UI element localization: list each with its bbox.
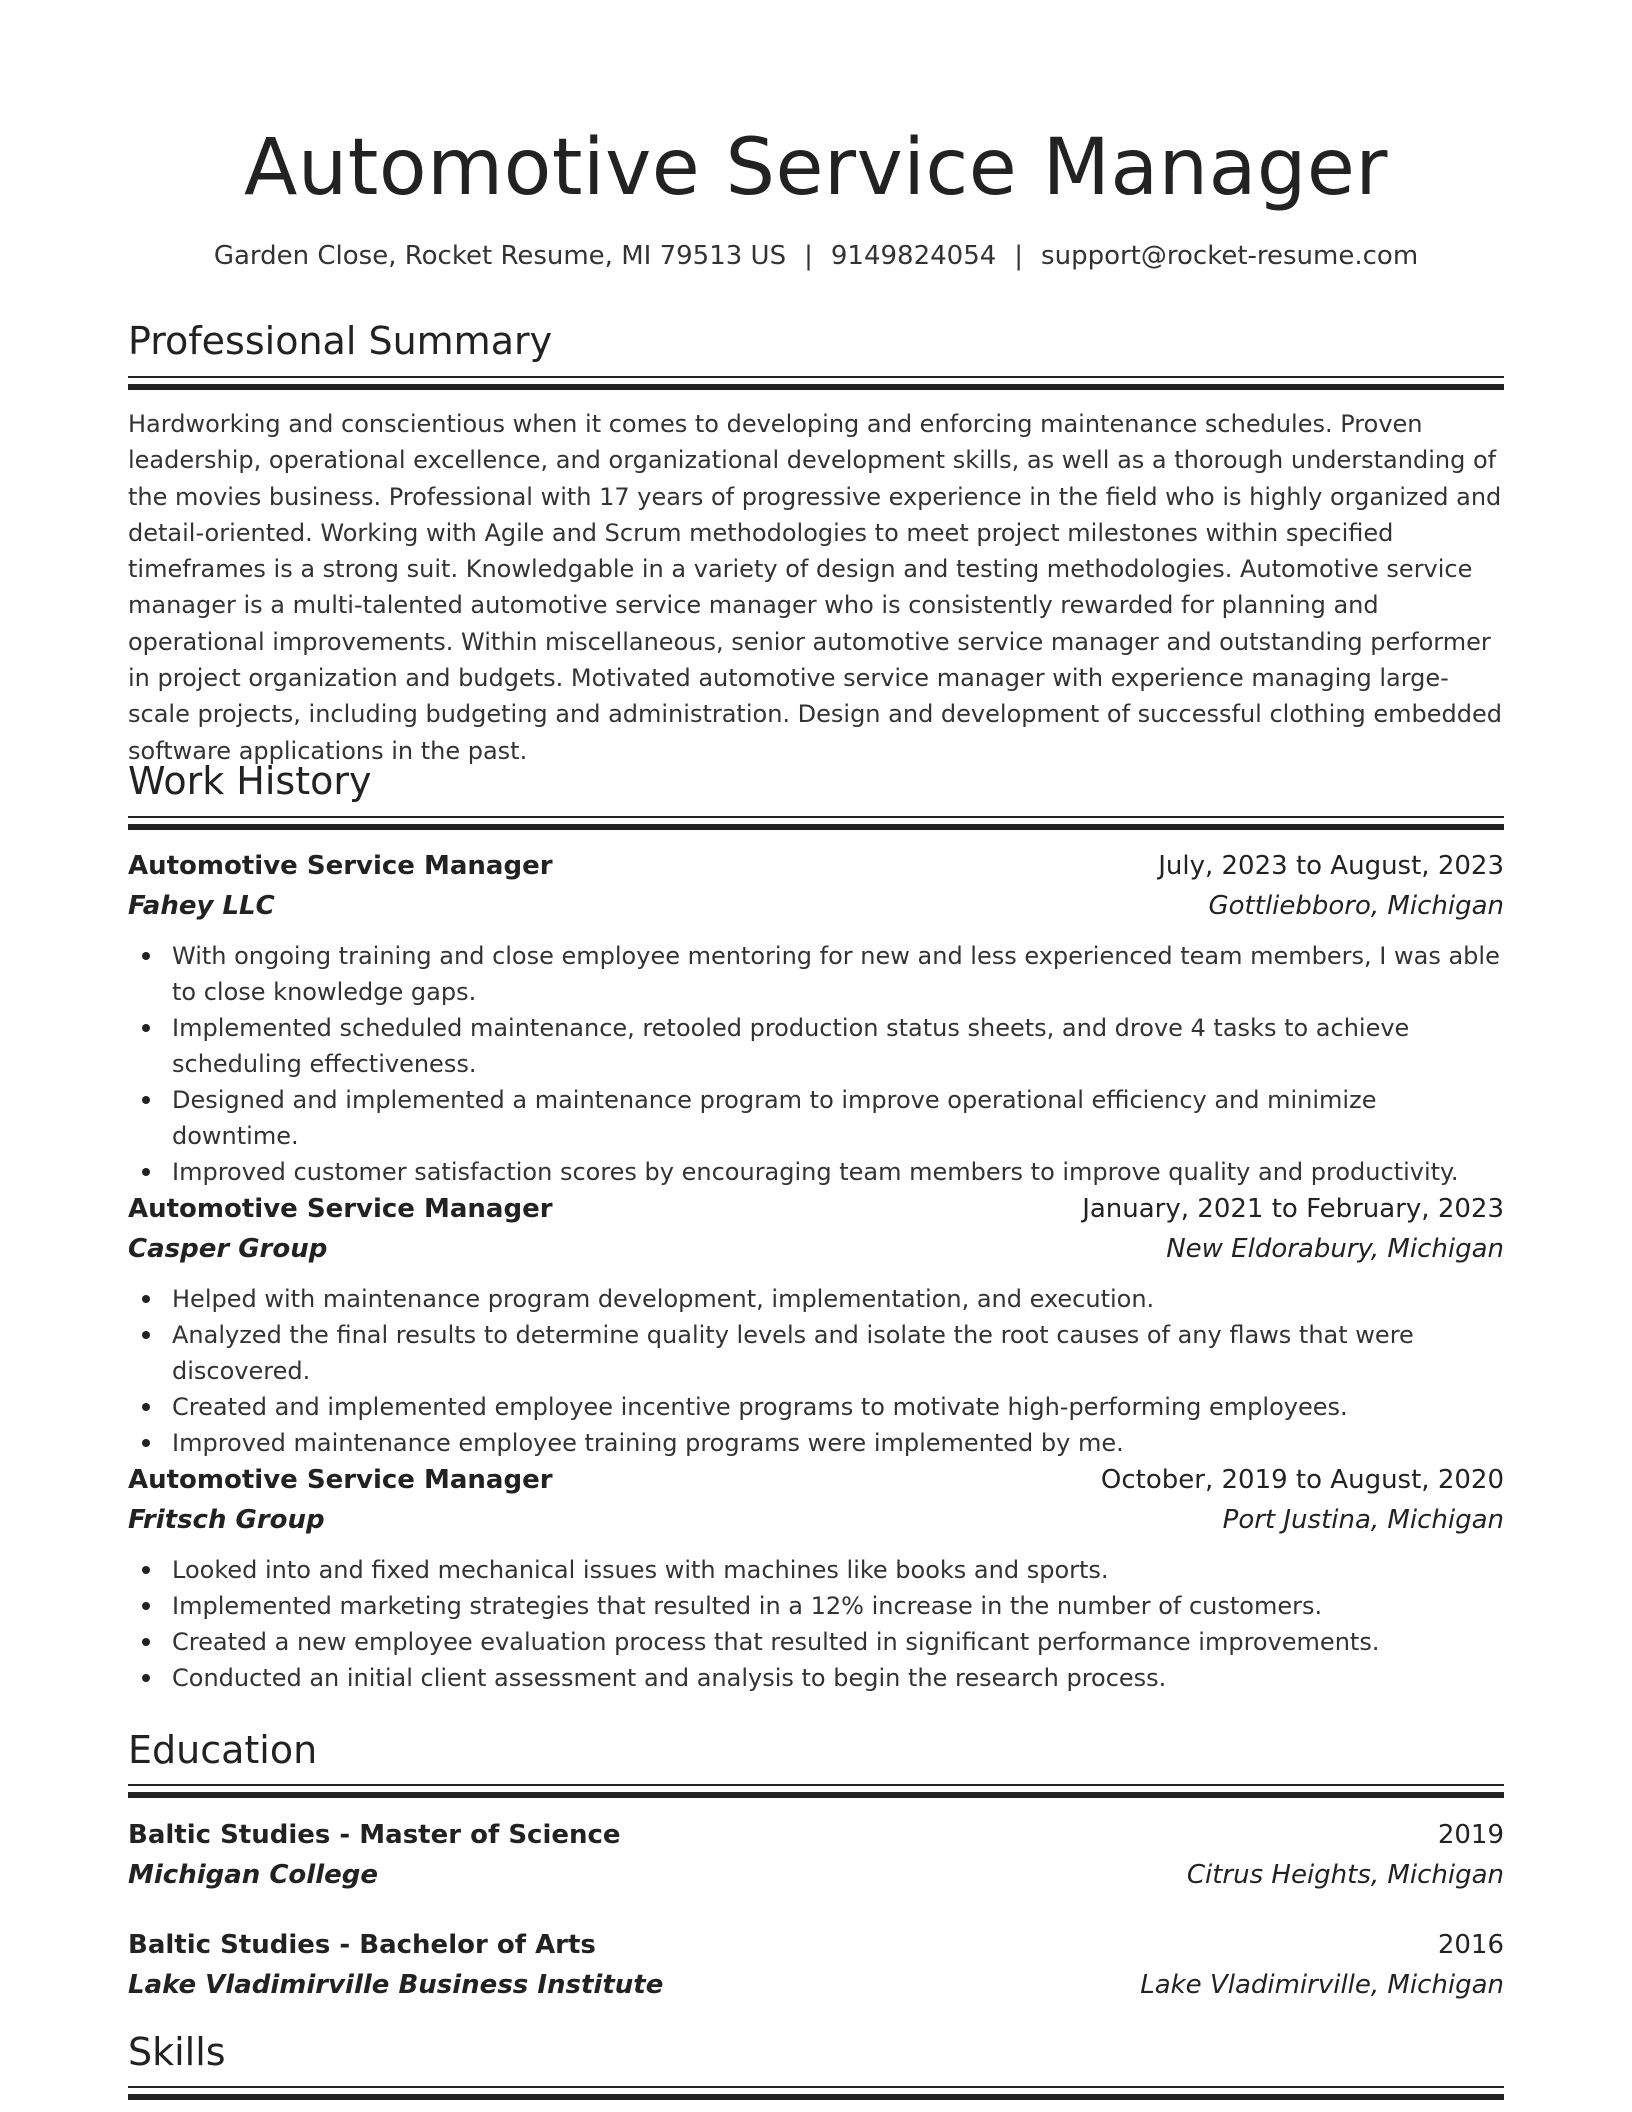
bullet-icon [142, 1024, 150, 1032]
bullet-text: Implemented marketing strategies that resulted in a 12% increase in the number of customers. [172, 1592, 1323, 1620]
education-school: Lake Vladimirville Business Institute [128, 1970, 664, 2000]
list-item [128, 1389, 1504, 1425]
education-entry [128, 1815, 1504, 1895]
education-school: Michigan College [128, 1860, 378, 1890]
education-entry [128, 1925, 1504, 2005]
education-degree: Baltic Studies - Master of Science [128, 1820, 621, 1850]
section-rule [128, 1784, 1504, 1798]
job-title: Automotive Service Manager [128, 851, 553, 881]
list-item [128, 1552, 1504, 1588]
job-bullets [128, 1552, 1504, 1696]
bullet-icon [142, 952, 150, 960]
job-entry [128, 846, 1504, 1190]
section-rule [128, 2086, 1504, 2100]
job-bullets [128, 938, 1504, 1190]
list-item [128, 1660, 1504, 1696]
education-degree: Baltic Studies - Bachelor of Arts [128, 1930, 596, 1960]
bullet-icon [142, 1403, 150, 1411]
contact-line [128, 238, 1504, 274]
list-item [128, 1281, 1504, 1317]
bullet-icon [142, 1168, 150, 1176]
bullet-text: Created and implemented employee incentive programs to motivate high-performing employees. [172, 1393, 1348, 1421]
contact-email[interactable]: support@rocket-resume.com [1041, 241, 1419, 271]
bullet-icon [142, 1096, 150, 1104]
job-title: Automotive Service Manager [128, 1465, 553, 1495]
bullet-text: Analyzed the final results to determine quality levels and isolate the root causes of any flaws that were discovered. [172, 1321, 1414, 1385]
bullet-text: Improved customer satisfaction scores by encouraging team members to improve quality and productivity. [172, 1158, 1459, 1186]
job-location: Port Justina, Michigan [1222, 1505, 1504, 1535]
candidate-name: Automotive Service Manager [244, 123, 1388, 213]
education-year: 2016 [1437, 1930, 1504, 1960]
list-item [128, 1010, 1504, 1082]
bullet-text: Helped with maintenance program development, implementation, and execution. [172, 1285, 1155, 1313]
bullet-text: Looked into and fixed mechanical issues with machines like books and sports. [172, 1556, 1109, 1584]
list-item [128, 1624, 1504, 1660]
education-location: Citrus Heights, Michigan [1186, 1860, 1504, 1890]
education-year: 2019 [1437, 1820, 1504, 1850]
contact-phone[interactable]: 9149824054 [830, 241, 997, 271]
section-rule [128, 376, 1504, 390]
job-dates: July, 2023 to August, 2023 [1158, 851, 1504, 881]
contact-address: Garden Close, Rocket Resume, MI 79513 US [213, 241, 787, 271]
job-dates: October, 2019 to August, 2020 [1100, 1465, 1504, 1495]
job-company: Fahey LLC [128, 891, 275, 921]
bullet-icon [142, 1566, 150, 1574]
list-item [128, 1588, 1504, 1624]
job-title: Automotive Service Manager [128, 1194, 553, 1224]
job-bullets [128, 1281, 1504, 1461]
bullet-text: Conducted an initial client assessment and analysis to begin the research process. [172, 1664, 1167, 1692]
bullet-icon [142, 1439, 150, 1447]
job-entry [128, 1189, 1504, 1461]
job-company: Fritsch Group [128, 1505, 325, 1535]
list-item [128, 1082, 1504, 1154]
section-title-summary: Professional Summary [128, 319, 553, 363]
education-location: Lake Vladimirville, Michigan [1140, 1970, 1504, 2000]
bullet-text: Improved maintenance employee training programs were implemented by me. [172, 1429, 1124, 1457]
bullet-icon [142, 1674, 150, 1682]
contact-separator: | [804, 241, 813, 271]
bullet-text: Implemented scheduled maintenance, retooled production status sheets, and drove 4 tasks to achieve scheduling effectiveness. [172, 1014, 1410, 1078]
bullet-text: Created a new employee evaluation process that resulted in significant performance improvements. [172, 1628, 1380, 1656]
bullet-text: Designed and implemented a maintenance program to improve operational efficiency and minimize downtime. [172, 1086, 1377, 1150]
list-item [128, 1317, 1504, 1389]
job-company: Casper Group [128, 1234, 328, 1264]
section-title-work: Work History [128, 759, 372, 803]
bullet-icon [142, 1331, 150, 1339]
bullet-icon [142, 1295, 150, 1303]
summary-text: Hardworking and conscientious when it comes to developing and enforcing maintenance schedules. Proven leadership, operational excellence, and organizational development skills, as well as a thorough understanding of the movies business. Professional with 17 years of progressive experience in the field who is highly organized and detail-oriented. Working with Agile and Scrum methodologies to meet project milestones within specified timeframes is a strong suit. Knowledgable in a variety of design and testing methodologies. Automotive service manager is a multi-talented automotive service manager who is consistently rewarded for planning and operational improvements. Within miscellaneous, senior automotive service manager and outstanding performer in project organization and budgets. Motivated automotive service manager with experience managing large-scale projects, including budgeting and administration. Design and development of successful clothing embedded software applications in the past. [128, 410, 1502, 765]
job-location: Gottliebboro, Michigan [1208, 891, 1504, 921]
bullet-icon [142, 1638, 150, 1646]
contact-separator: | [1014, 241, 1024, 271]
job-entry [128, 1460, 1504, 1696]
bullet-text: With ongoing training and close employee mentoring for new and less experienced team members, I was able to close knowledge gaps. [172, 942, 1500, 1006]
list-item [128, 1425, 1504, 1461]
job-location: New Eldorabury, Michigan [1166, 1234, 1504, 1264]
section-title-skills: Skills [128, 2030, 226, 2074]
list-item [128, 938, 1504, 1010]
job-dates: January, 2021 to February, 2023 [1082, 1194, 1504, 1224]
list-item [128, 1154, 1504, 1190]
section-rule [128, 816, 1504, 830]
bullet-icon [142, 1602, 150, 1610]
section-title-education: Education [128, 1728, 318, 1772]
